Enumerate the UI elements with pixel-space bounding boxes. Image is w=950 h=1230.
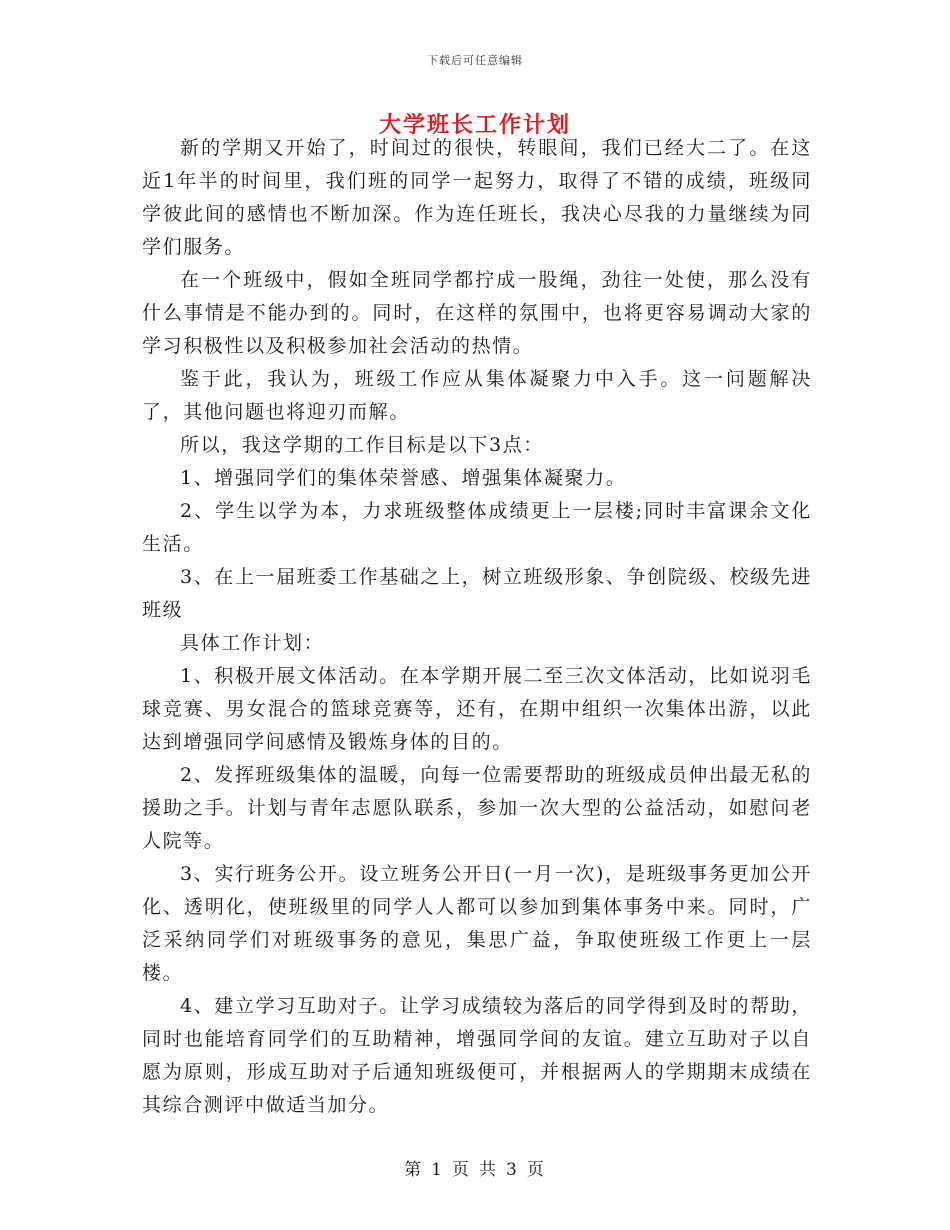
plan-item-3: 3、实行班务公开。设立班务公开日(一月一次)，是班级事务更加公开化、透明化，使班级里的同学人人都可以参加到集体事务中来。同时，广泛采纳同学们对班级事务的意见，集思广益，争取使班级工作更上一层楼。: [142, 863, 812, 984]
plan-item-1: 1、积极开展文体活动。在本学期开展二至三次文体活动，比如说羽毛球竞赛、男女混合的篮球竞赛等，还有，在期中组织一次集体出游，以此达到增强同学间感情及锻炼身体的目的。: [142, 665, 812, 753]
paragraph-approach: 鉴于此，我认为，班级工作应从集体凝聚力中入手。这一问题解决了，其他问题也将迎刃而解。: [142, 368, 812, 423]
page-footer: [0, 1155, 950, 1180]
plan-item-2: 2、发挥班级集体的温暖，向每一位需要帮助的班级成员伸出最无私的援助之手。计划与青年志愿队联系，参加一次大型的公益活动，如慰问老人院等。: [142, 764, 812, 852]
paragraph-goals-heading: 所以，我这学期的工作目标是以下3点：: [180, 434, 544, 456]
footer-suffix: 页: [526, 1160, 546, 1180]
plan-heading: 具体工作计划：: [180, 632, 325, 654]
paragraph-cohesion: 在一个班级中，假如全班同学都拧成一股绳，劲往一处使，那么没有什么事情是不能办到的。同时，在这样的氛围中，也将更容易调动大家的学习积极性以及积极参加社会活动的热情。: [142, 269, 812, 357]
footer-page-total: 3: [506, 1160, 519, 1180]
footer-total-label: 共: [479, 1160, 498, 1180]
plan-item-4: 4、建立学习互助对子。让学习成绩较为落后的同学得到及时的帮助，同时也能培育同学们的互助精神，增强同学间的友谊。建立互助对子以自愿为原则，形成互助对子后通知班级便可，并根据两人的学期期末成绩在其综合测评中做适当加分。: [142, 995, 812, 1116]
document-title: 大学班长工作计划: [378, 112, 571, 138]
footer-page-current: 1: [431, 1160, 444, 1180]
footer-prefix: 第: [404, 1160, 424, 1180]
goal-item-2: 2、学生以学为本，力求班级整体成绩更上一层楼;同时丰富课余文化生活。: [142, 500, 812, 555]
goal-item-1: 1、增强同学们的集体荣誉感、增强集体凝聚力。: [180, 467, 627, 489]
paragraph-intro: 新的学期又开始了，时间过的很快，转眼间，我们已经大二了。在这近1年半的时间里，我们班的同学一起努力，取得了不错的成绩，班级同学彼此间的感情也不断加深。作为连任班长，我决心尽我的力量继续为同学们服务。: [142, 137, 812, 258]
footer-page-label: 页: [452, 1160, 471, 1180]
document-body: [142, 132, 812, 1122]
header-note: 下载后可任意编辑: [427, 54, 523, 67]
goal-item-3: 3、在上一届班委工作基础之上，树立班级形象、争创院级、校级先进班级: [142, 566, 812, 621]
